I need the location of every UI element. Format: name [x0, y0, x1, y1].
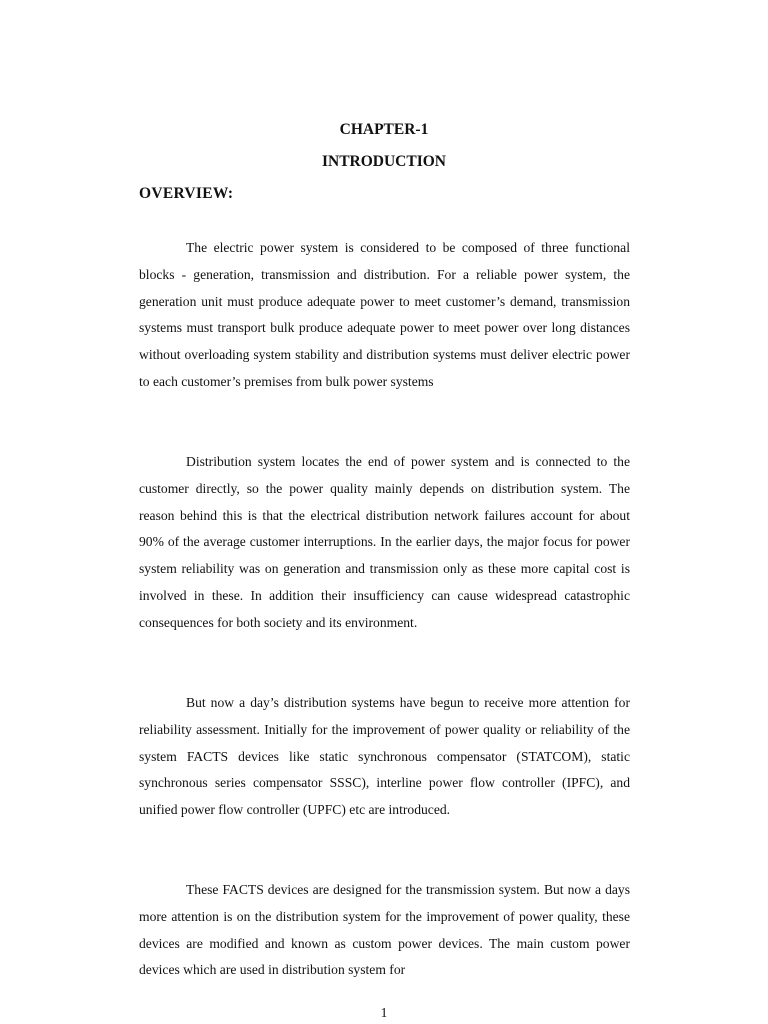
paragraph-3 — [139, 690, 630, 824]
page-number: 1 — [380, 1005, 388, 1020]
paragraph-text: But now a day’s distribution systems have begun to receive more attention for reliability assessment. Initially for the improvement of power quality or reliability of the system FACTS devices like static synchronous compensator (STATCOM), static synchronous series compensator SSSC), interline power flow controller (IPFC), and unified power flow controller (UPFC) etc are introduced. — [139, 695, 630, 818]
section-heading: OVERVIEW: — [139, 185, 234, 202]
paragraph-text: Distribution system locates the end of power system and is connected to the customer directly, so the power quality mainly depends on distribution system. The reason behind this is that the electrical distribution network failures account for about 90% of the average customer interruptions. In the earlier days, the major focus for power system reliability was on generation and transmission only as these more capital cost is involved in these. In addition their insufficiency can cause widespread catastrophic consequences for both society and its environment. — [139, 454, 630, 630]
chapter-title: INTRODUCTION — [321, 153, 446, 170]
paragraph-text: These FACTS devices are designed for the transmission system. But now a days more attention is on the distribution system for the improvement of power quality, these devices are modified and known as custom power devices. The main custom power devices which are used in distribution system for — [139, 882, 630, 978]
paragraph-2 — [139, 449, 630, 637]
chapter-number: CHAPTER-1 — [339, 121, 429, 138]
paragraph-text: The electric power system is considered to be composed of three functional blocks - generation, transmission and distribution. For a reliable power system, the generation unit must produce adequate power to meet customer’s demand, transmission systems must transport bulk produce adequate power to meet power over long distances without overloading system stability and distribution systems must deliver electric power to each customer’s premises from bulk power systems — [139, 240, 630, 389]
paragraph-4 — [139, 877, 630, 984]
paragraph-1 — [139, 235, 630, 396]
